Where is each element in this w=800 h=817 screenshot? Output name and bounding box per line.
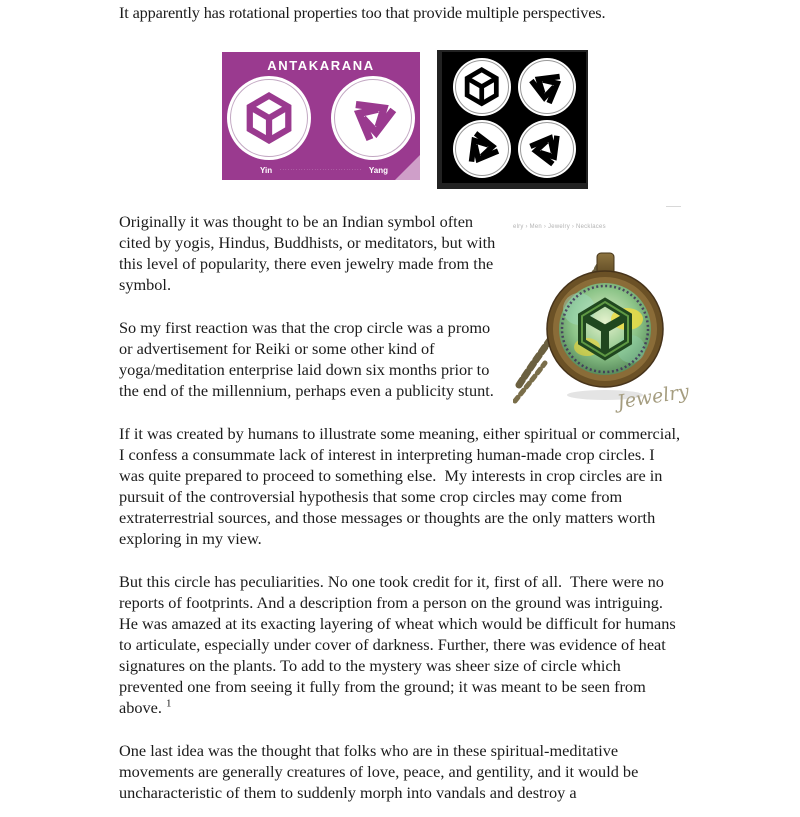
watermark-text: Jewelry [615,380,691,414]
text-with-jewelry-section [119,211,691,423]
card-title: ANTAKARANA [267,58,375,73]
card-circles [222,76,420,160]
antakarana-pinwheel-icon [520,122,574,176]
symbol-images-row [222,50,683,189]
rotation-circle-3 [453,120,511,178]
footnote-marker: 1 [166,697,172,710]
body-paragraph: So my first reaction was that the crop circle was a promo or advertisement for Reiki or some other kind of yoga/meditation enterprise laid down six months prior to the end of the millennium, perhaps even a publicity stunt. [119,318,495,400]
jewelry-pendant-image [513,223,691,414]
folded-corner [395,155,420,180]
body-paragraph: Originally it was thought to be an Indian symbol often cited by yogis, Hindus, Buddhists, or meditators, but with this level of popularity, there even jewelry made from the symbol. [119,212,500,294]
antakarana-cube-icon [243,92,295,144]
body-paragraph: One last idea was the thought that folks who are in these spiritual-meditative movements are generally creatures of love, peace, and gentility, and it would be uncharacteristic of them to suddenly morph into vandals and destroy a [119,741,643,802]
yang-symbol-circle [331,76,415,160]
rotation-circle-4 [518,120,576,178]
breadcrumb: elry › Men › Jewelry › Necklaces [513,223,606,230]
intro-paragraph: It apparently has rotational properties too that provide multiple perspectives. [119,3,606,22]
rotation-circle-2 [518,58,576,116]
antakarana-rotations-image [437,50,588,189]
pendant-necklace-graphic [513,245,683,407]
yin-label: Yin [260,166,273,175]
card-fineprint: ······························· [279,167,363,173]
paragraph-text: But this circle has peculiarities. No one took credit for it, first of all. There were no reports of footprints. And a description from a person on the ground was intriguing. He was amazed at its exacting layering of wheat which would be difficult for humans to articulate, especially under cover of darkness. Further, there was evidence of heat signatures on the plants. To add to the mystery was sheer size of circle which prevented one from seeing it fully from the ground; it was meant to be seen from above. [119,572,680,717]
divider-line [666,206,681,207]
yang-label: Yang [368,166,388,175]
body-paragraph-with-footnote [119,571,683,718]
yin-symbol-circle [227,76,311,160]
antakarana-pinwheel-icon [455,122,509,176]
antakarana-pinwheel-icon [347,92,399,144]
antakarana-card-image [222,52,420,180]
body-paragraph: If it was created by humans to illustrate some meaning, either spiritual or commercial, I confess a consummate lack of interest in interpreting human-made crop circles. I was quite prepared to proceed to something else. My interests in crop circles are in pursuit of the controversial hypothesis that some crop circles may come from extraterrestrial sources, and those messages or thoughts are the only matters worth exploring in my view. [119,424,685,548]
rotation-circle-1 [453,58,511,116]
antakarana-pinwheel-icon [527,67,566,106]
antakarana-cube-icon [462,67,501,106]
